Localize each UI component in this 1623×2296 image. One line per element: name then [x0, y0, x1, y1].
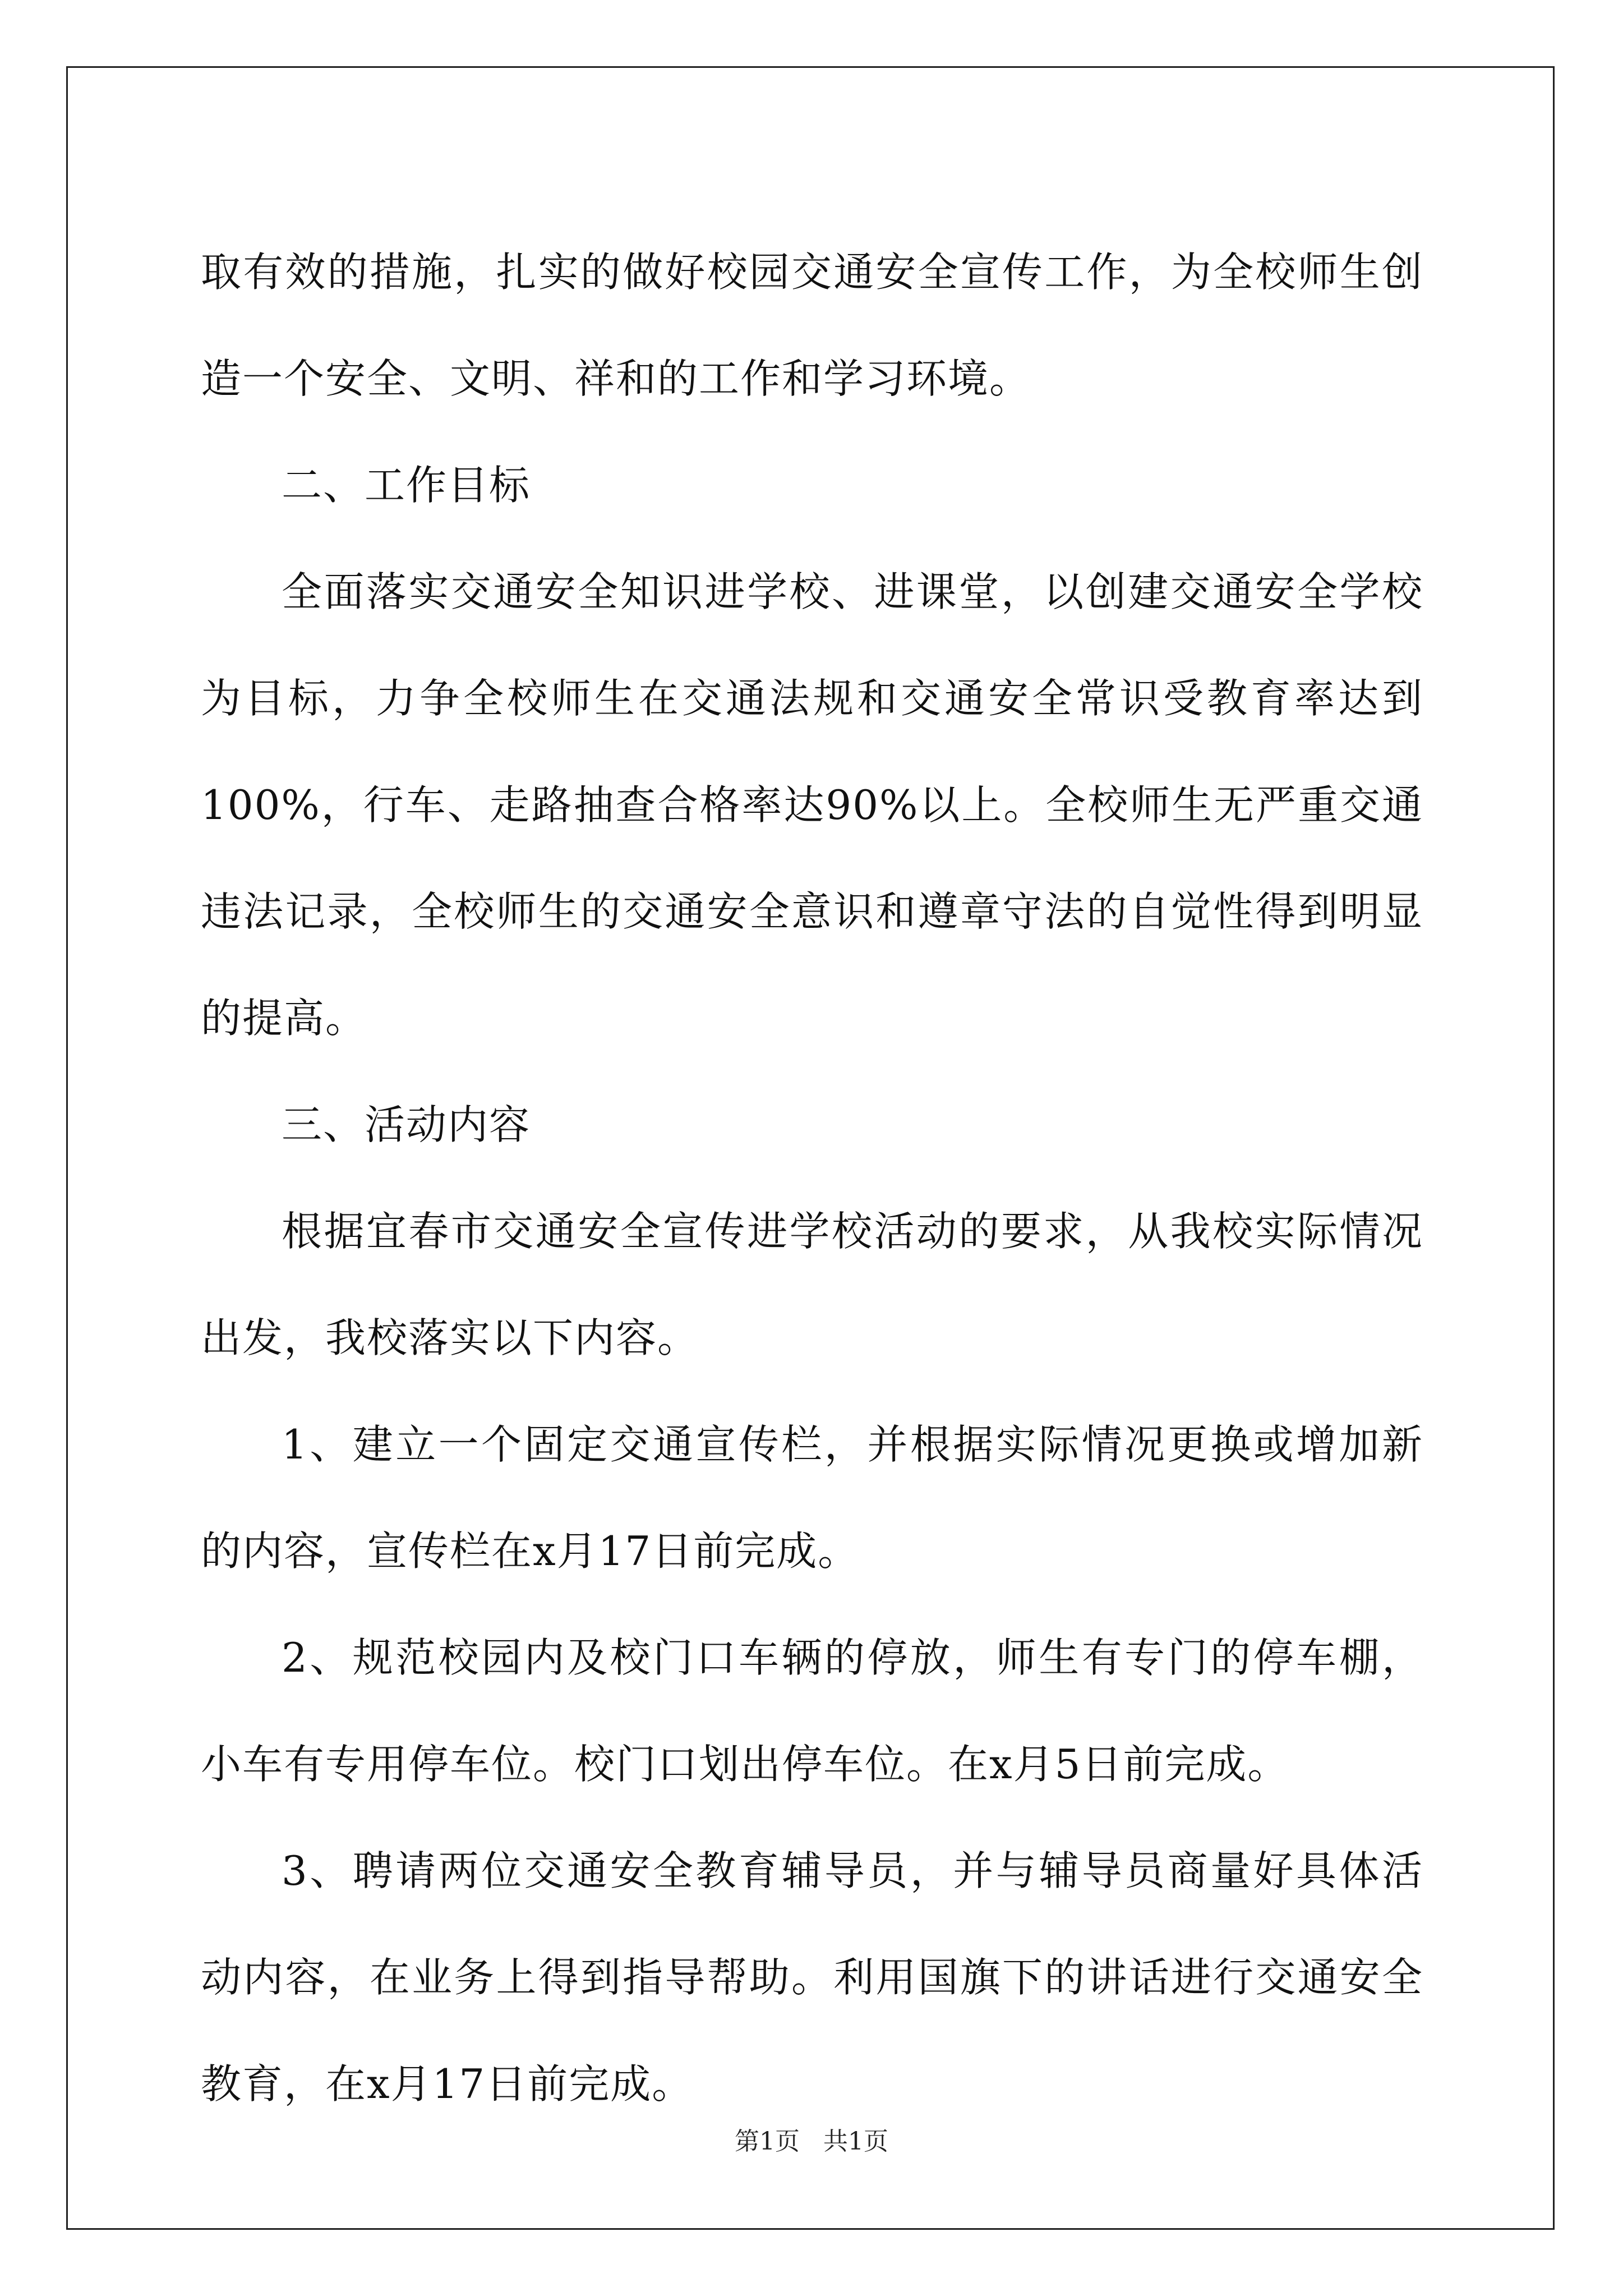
paragraph-intro-continuation: 取有效的措施，扎实的做好校园交通安全宣传工作，为全校师生创造一个安全、文明、祥和的工作和学习环境。: [201, 249, 1423, 402]
paragraph-work-goals: 全面落实交通安全知识进学校、进课堂，以创建交通安全学校为目标，力争全校师生在交通法规和交通安全常识受教育率达到100%，行车、走路抽查合格率达90%以上。全校师生无严重交通违法记录，全校师生的交通安全意识和遵章守法的自觉性得到明显的提高。: [201, 568, 1423, 1042]
page-number-footer: 第1页 共1页: [735, 2127, 888, 2156]
list-item-3: 3、聘请两位交通安全教育辅导员，并与辅导员商量好具体活动内容，在业务上得到指导帮助。利用国旗下的讲话进行交通安全教育，在x月17日前完成。: [201, 1847, 1423, 2108]
list-item-2: 2、规范校园内及校门口车辆的停放，师生有专门的停车棚，小车有专用停车位。校门口划出停车位。在x月5日前完成。: [201, 1634, 1423, 1788]
list-item-1: 1、建立一个固定交通宣传栏，并根据实际情况更换或增加新的内容，宣传栏在x月17日前完成。: [201, 1421, 1423, 1575]
document-body: [201, 219, 1423, 2137]
section-heading-work-goals: 二、工作目标: [282, 462, 531, 509]
section-heading-activities: 三、活动内容: [282, 1101, 531, 1148]
paragraph-activities-intro: 根据宜春市交通安全宣传进学校活动的要求，从我校实际情况出发，我校落实以下内容。: [201, 1208, 1423, 1361]
